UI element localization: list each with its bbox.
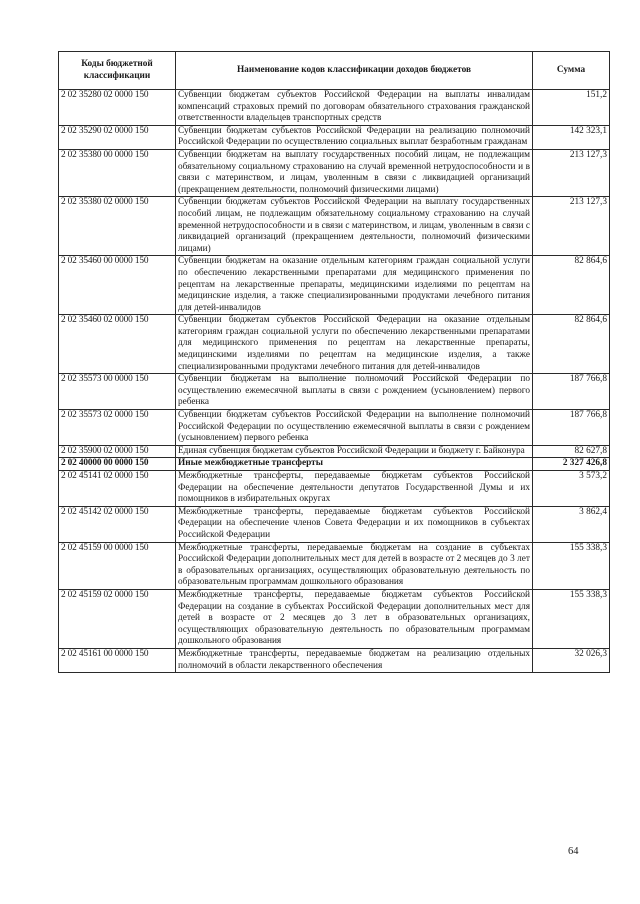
amount-cell: 3 573,2 xyxy=(533,471,610,507)
revenue-name-cell: Субвенции бюджетам субъектов Российской Федерации на выплаты инвалидам компенсаций страховых премий по договорам обязательного страхования гражданской ответственности владельцев транспортных средств xyxy=(176,90,533,126)
budget-code-cell: 2 02 35290 02 0000 150 xyxy=(59,125,176,149)
revenue-name-cell: Межбюджетные трансферты, передаваемые бюджетам на реализацию отдельных полномочий в области лекарственного обеспечения xyxy=(176,648,533,672)
amount-cell: 213 127,3 xyxy=(533,197,610,256)
revenue-name-cell: Межбюджетные трансферты, передаваемые бюджетам субъектов Российской Федерации на создание в субъектах Российской Федерации дополнительных мест для детей в возрасте от 2 месяцев до 3 лет в образовательных организациях, осуществляющих образовательную деятельность по образовательным программам дошкольного образования xyxy=(176,589,533,648)
amount-cell: 155 338,3 xyxy=(533,589,610,648)
table-body xyxy=(59,90,610,673)
table-row xyxy=(59,506,610,542)
revenue-name-cell: Субвенции бюджетам субъектов Российской Федерации на выплату государственных пособий лицам, не подлежащим обязательному социальному страхованию на случай временной нетрудоспособности и в связи с материнством, и лицам, уволенным в связи с ликвидацией организаций (прекращением деятельности, полномочий физическими лицами) xyxy=(176,197,533,256)
table-row xyxy=(59,125,610,149)
amount-cell: 82 864,6 xyxy=(533,315,610,374)
amount-cell: 213 127,3 xyxy=(533,149,610,196)
table-row xyxy=(59,410,610,446)
budget-code-cell: 2 02 35460 00 0000 150 xyxy=(59,256,176,315)
amount-cell: 142 323,1 xyxy=(533,125,610,149)
revenue-name-cell: Единая субвенция бюджетам субъектов Российской Федерации и бюджету г. Байконура xyxy=(176,445,533,458)
table-row xyxy=(59,542,610,589)
revenue-name-cell: Межбюджетные трансферты, передаваемые бюджетам на создание в субъектах Российской Федерации дополнительных мест для детей в возрасте от 2 месяцев до 3 лет в образовательных организациях, осуществляющих образовательную деятельность по образовательным программам дошкольного образования xyxy=(176,542,533,589)
table-row xyxy=(59,315,610,374)
revenue-name-cell: Субвенции бюджетам на оказание отдельным категориям граждан социальной услуги по обеспечению лекарственными препаратами для медицинского применения по рецептам на лекарственные препараты, медицинскими изделиями по рецептам на медицинские изделия, а также специализированными продуктами лечебного питания для детей-инвалидов xyxy=(176,256,533,315)
budget-code-cell: 2 02 45141 02 0000 150 xyxy=(59,471,176,507)
table-row xyxy=(59,648,610,672)
table-row xyxy=(59,471,610,507)
amount-cell: 151,2 xyxy=(533,90,610,126)
header-name-column: Наименование кодов классификации доходов бюджетов xyxy=(176,52,533,90)
table-row xyxy=(59,458,610,471)
budget-code-cell: 2 02 35573 02 0000 150 xyxy=(59,410,176,446)
revenue-name-cell: Субвенции бюджетам субъектов Российской Федерации на выполнение полномочий Российской Федерации по осуществлению ежемесячной выплаты в связи с рождением (усыновлением) первого ребенка xyxy=(176,410,533,446)
amount-cell: 155 338,3 xyxy=(533,542,610,589)
budget-code-cell: 2 02 45159 02 0000 150 xyxy=(59,589,176,648)
table-row xyxy=(59,256,610,315)
amount-cell: 82 627,8 xyxy=(533,445,610,458)
table-row xyxy=(59,374,610,410)
revenue-name-cell: Субвенции бюджетам на выплату государственных пособий лицам, не подлежащим обязательному социальному страхованию на случай временной нетрудоспособности и в связи с материнством, и лицам, уволенным в связи с ликвидацией организаций (прекращением деятельности, полномочий физическими лицами) xyxy=(176,149,533,196)
document-page xyxy=(58,51,609,673)
budget-code-cell: 2 02 35460 02 0000 150 xyxy=(59,315,176,374)
amount-cell: 187 766,8 xyxy=(533,374,610,410)
budget-code-cell: 2 02 45159 00 0000 150 xyxy=(59,542,176,589)
amount-cell: 2 327 426,8 xyxy=(533,458,610,471)
revenue-name-cell: Субвенции бюджетам субъектов Российской Федерации на оказание отдельным категориям граждан социальной услуги по обеспечению лекарственными препаратами для медицинского применения по рецептам на лекарственные препараты, медицинскими изделиями по рецептам на медицинские изделия, а также специализированными продуктами лечебного питания для детей-инвалидов xyxy=(176,315,533,374)
budget-code-cell: 2 02 45161 00 0000 150 xyxy=(59,648,176,672)
amount-cell: 32 026,3 xyxy=(533,648,610,672)
table-header-row xyxy=(59,52,610,90)
table-row xyxy=(59,589,610,648)
table-row xyxy=(59,149,610,196)
budget-code-cell: 2 02 35573 00 0000 150 xyxy=(59,374,176,410)
budget-code-cell: 2 02 40000 00 0000 150 xyxy=(59,458,176,471)
header-code-column: Коды бюджетной классификации xyxy=(59,52,176,90)
table-row xyxy=(59,90,610,126)
budget-code-cell: 2 02 35380 02 0000 150 xyxy=(59,197,176,256)
revenue-name-cell: Межбюджетные трансферты, передаваемые бюджетам субъектов Российской Федерации на обеспечение деятельности депутатов Государственной Думы и их помощников в избирательных округах xyxy=(176,471,533,507)
header-sum-column: Сумма xyxy=(533,52,610,90)
amount-cell: 187 766,8 xyxy=(533,410,610,446)
revenue-name-cell: Субвенции бюджетам на выполнение полномочий Российской Федерации по осуществлению ежемесячной выплаты в связи с рождением (усыновлением) первого ребенка xyxy=(176,374,533,410)
revenue-name-cell: Межбюджетные трансферты, передаваемые бюджетам субъектов Российской Федерации на обеспечение членов Совета Федерации и их помощников в субъектах Российской Федерации xyxy=(176,506,533,542)
budget-code-cell: 2 02 45142 02 0000 150 xyxy=(59,506,176,542)
revenue-name-cell: Субвенции бюджетам субъектов Российской Федерации на реализацию полномочий Российской Федерации по осуществлению социальных выплат безработным гражданам xyxy=(176,125,533,149)
table-row xyxy=(59,445,610,458)
page-number: 64 xyxy=(568,846,579,857)
budget-code-cell: 2 02 35900 02 0000 150 xyxy=(59,445,176,458)
table-row xyxy=(59,197,610,256)
revenue-name-cell: Иные межбюджетные трансферты xyxy=(176,458,533,471)
amount-cell: 3 862,4 xyxy=(533,506,610,542)
budget-code-cell: 2 02 35280 02 0000 150 xyxy=(59,90,176,126)
budget-code-cell: 2 02 35380 00 0000 150 xyxy=(59,149,176,196)
budget-revenue-table xyxy=(58,51,610,673)
amount-cell: 82 864,6 xyxy=(533,256,610,315)
